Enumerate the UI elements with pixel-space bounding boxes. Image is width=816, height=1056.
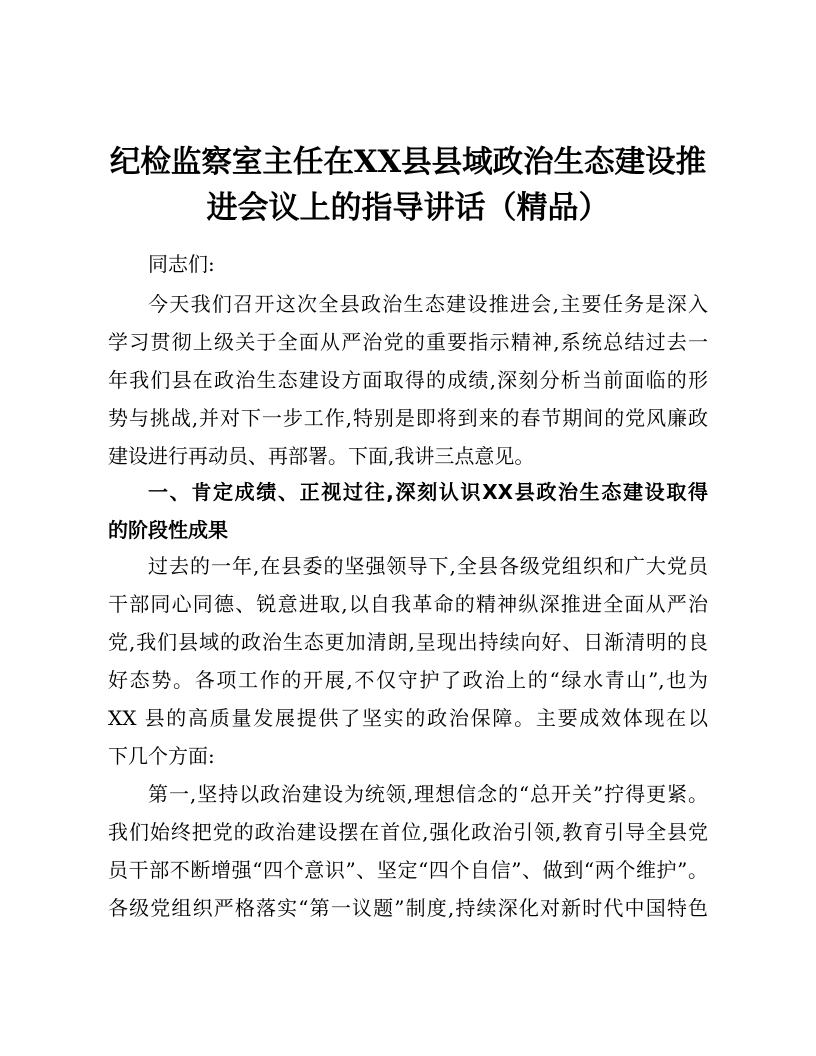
- paragraph-1-line: 年我们县在政治生态建设方面取得的成绩,深刻分析当前面临的形: [108, 368, 708, 392]
- paragraph-2-line: XX 县的高质量发展提供了坚实的政治保障。主要成效体现在以: [108, 706, 708, 730]
- paragraph-1-line: 建设进行再动员、再部署。下面,我讲三点意见。: [108, 444, 535, 468]
- paragraph-2-line: 过去的一年,在县委的坚强领导下,全县各级党组织和广大党员: [148, 554, 708, 578]
- paragraph-3-line: 我们始终把党的政治建设摆在首位,强化政治引领,教育引导全县党: [108, 820, 708, 844]
- paragraph-3-line: 各级党组织严格落实“第一议题”制度,持续深化对新时代中国特色: [108, 896, 708, 920]
- paragraph-2-line: 党,我们县域的政治生态更加清朗,呈现出持续向好、日渐清明的良: [108, 630, 708, 654]
- paragraph-3-line: 员干部不断增强“四个意识”、坚定“四个自信”、做到“两个维护”。: [108, 858, 708, 882]
- paragraph-3-line: 第一,坚持以政治建设为统领,理想信念的“总开关”拧得更紧。: [148, 782, 708, 806]
- document-title-line-1: 纪检监察室主任在XX县县域政治生态建设推: [109, 144, 707, 180]
- paragraph-2-line: 好态势。各项工作的开展,不仅守护了政治上的“绿水青山”,也为: [108, 668, 708, 692]
- paragraph-1-line: 势与挑战,并对下一步工作,特别是即将到来的春节期间的党风廉政: [108, 406, 708, 430]
- paragraph-2-line: 干部同心同德、锐意进取,以自我革命的精神纵深推进全面从严治: [108, 592, 708, 616]
- paragraph-1-line: 今天我们召开这次全县政治生态建设推进会,主要任务是深入: [148, 292, 708, 316]
- paragraph-2-line: 下几个方面:: [108, 744, 215, 768]
- paragraph-1-line: 学习贯彻上级关于全面从严治党的重要指示精神,系统总结过去一: [108, 330, 708, 354]
- section-heading-1-line: 一、肯定成绩、正视过往,深刻认识XX县政治生态建设取得: [148, 480, 708, 504]
- salutation: 同志们:: [148, 252, 215, 276]
- section-heading-1-line: 的阶段性成果: [108, 518, 228, 542]
- document-title-line-2: 进会议上的指导讲话（精品）: [206, 190, 610, 226]
